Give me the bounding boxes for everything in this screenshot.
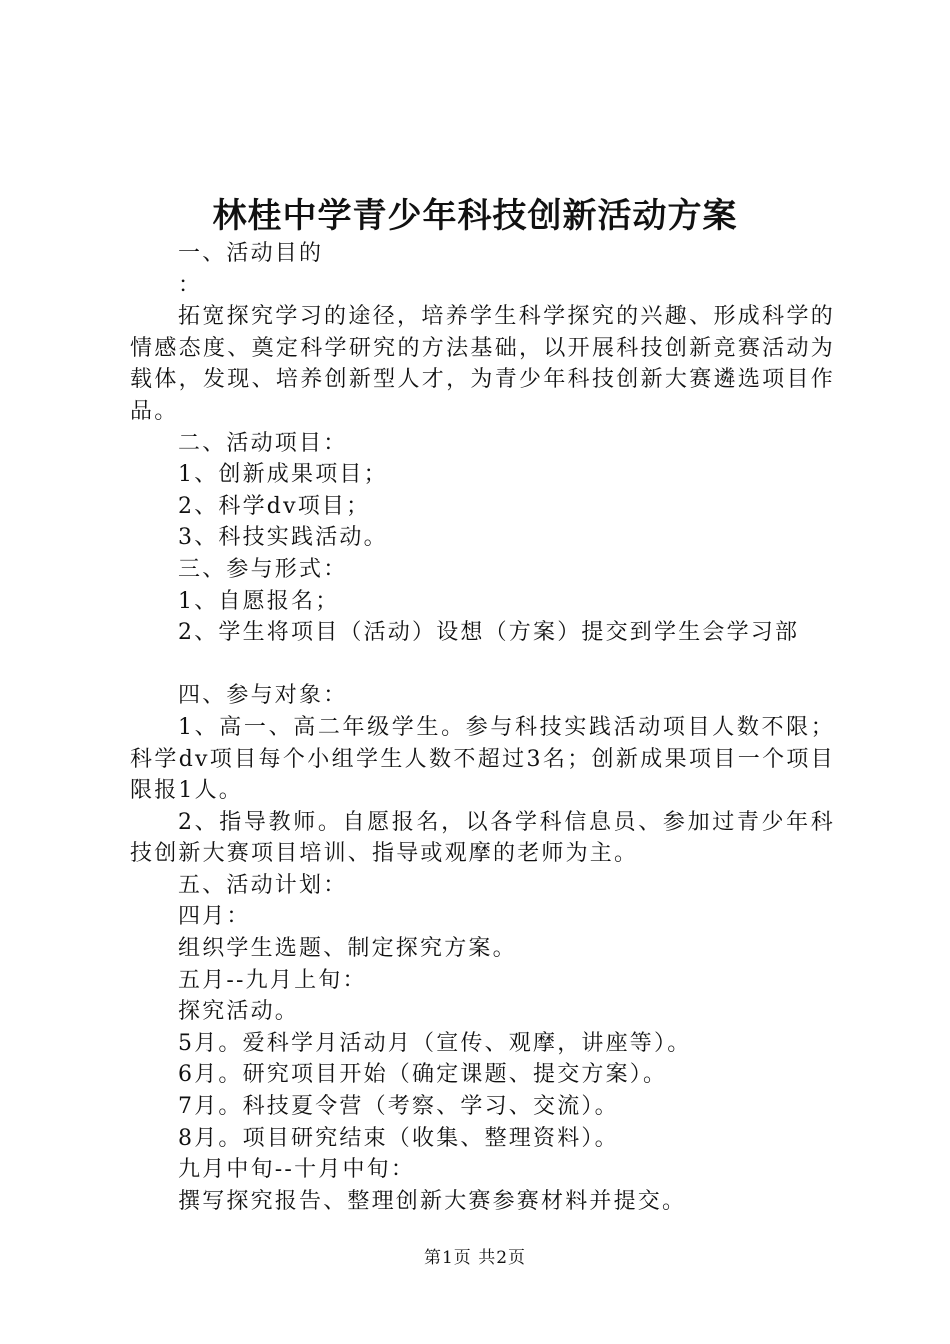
page-footer: 第1页 共2页 <box>423 1248 527 1268</box>
section-1-heading: 一、活动目的 <box>178 241 324 266</box>
plan-line: 6月。研究项目开始（确定课题、提交方案）。 <box>178 1062 668 1088</box>
document-body <box>130 238 835 1217</box>
section-2-item: 2、科学dv项目； <box>178 493 371 519</box>
plan-line: 7月。科技夏令营（考察、学习、交流）。 <box>178 1094 619 1120</box>
section-4-paragraph-1: 1、高一、高二年级学生。参与科技实践活动项目人数不限；科学dv项目每个小组学生人数不超过3名；创新成果项目一个项目限报1人。 <box>130 714 835 804</box>
section-2-item: 3、科技实践活动。 <box>178 525 388 551</box>
plan-line: 5月。爱科学月活动月（宣传、观摩，讲座等）。 <box>178 1030 692 1056</box>
plan-line: 撰写探究报告、整理创新大赛参赛材料并提交。 <box>178 1188 687 1214</box>
section-3-heading: 三、参与形式： <box>178 556 348 582</box>
plan-line: 探究活动。 <box>178 999 300 1025</box>
section-1-paragraph: 拓宽探究学习的途径，培养学生科学探究的兴趣、形成科学的情感态度、奠定科学研究的方法基础，以开展科技创新竞赛活动为载体，发现、培养创新型人才，为青少年科技创新大赛遴选项目作品。 <box>130 304 835 424</box>
section-1-colon: ： <box>178 272 203 298</box>
section-2-item: 1、创新成果项目； <box>178 462 388 488</box>
blank-line <box>130 649 835 681</box>
section-5-heading: 五、活动计划： <box>178 872 348 898</box>
section-3-item: 2、学生将项目（活动）设想（方案）提交到学生会学习部 <box>178 620 800 646</box>
section-4-paragraph-2: 2、指导教师。自愿报名，以各学科信息员、参加过青少年科技创新大赛项目培训、指导或观摩的老师为主。 <box>130 809 835 867</box>
plan-line: 组织学生选题、制定探究方案。 <box>178 936 517 962</box>
plan-line: 五月--九月上旬： <box>178 967 367 993</box>
plan-line: 8月。项目研究结束（收集、整理资料）。 <box>178 1125 619 1151</box>
plan-line: 九月中旬--十月中旬： <box>178 1157 416 1183</box>
section-4-heading: 四、参与对象： <box>178 683 348 709</box>
plan-line: 四月： <box>178 904 251 930</box>
section-2-heading: 二、活动项目： <box>178 430 348 456</box>
section-3-item: 1、自愿报名； <box>178 588 340 614</box>
document-title: 林桂中学青少年科技创新活动方案 <box>212 196 738 236</box>
